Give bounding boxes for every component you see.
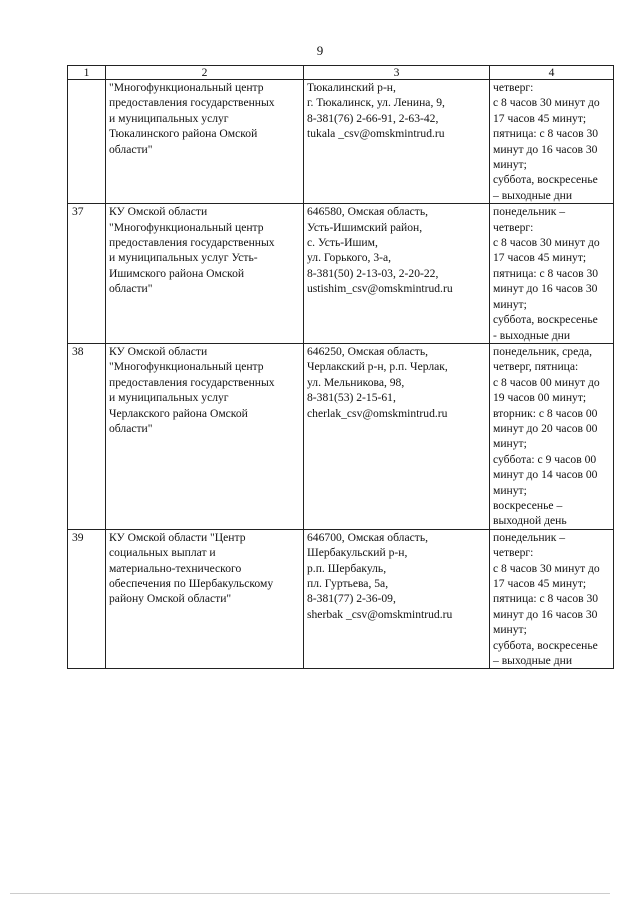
cell-text-line: 8-381(50) 2-13-03, 2-20-22,: [307, 266, 439, 280]
cell-text-line: р.п. Шербакуль,: [307, 561, 387, 575]
cell-text-line: Тюкалинский р-н,: [307, 81, 396, 94]
cell-text-line: с 8 часов 30 минут до: [493, 561, 600, 575]
cell-text-line: с. Усть-Ишим,: [307, 236, 378, 250]
cell-text-line: пятница: с 8 часов 30: [493, 592, 599, 606]
cell-text-line: Шербакульский р-н,: [307, 546, 408, 560]
cell-text-line: "Многофункциональный центр: [109, 81, 264, 94]
cell-text-line: четверг:: [493, 81, 534, 94]
cell-text-line: минут до 16 часов 30: [493, 607, 598, 621]
address-cell: [304, 343, 490, 529]
organization-cell: [106, 529, 304, 669]
cell-text-line: области": [109, 282, 153, 296]
address-cell: [304, 204, 490, 344]
scan-edge-line: [10, 893, 610, 894]
cell-text-line: и муниципальных услуг: [109, 391, 229, 405]
cell-text-line: ул. Горького, 3-а,: [307, 251, 392, 265]
column-header-schedule: 4: [490, 66, 614, 80]
cell-text-line: - выходные дни: [493, 328, 571, 342]
row-number-cell: 37: [68, 204, 106, 344]
cell-text-line: пятница: с 8 часов 30: [493, 266, 599, 280]
column-header-organization: 2: [106, 66, 304, 80]
cell-text-line: с 8 часов 00 минут до: [493, 375, 600, 389]
cell-text-line: КУ Омской области: [109, 344, 208, 358]
cell-text-line: предоставления государственных: [109, 236, 275, 250]
cell-text-line: минут до 16 часов 30: [493, 282, 598, 296]
cell-text-line: области": [109, 421, 153, 435]
cell-text-line: пл. Гуртьева, 5а,: [307, 577, 389, 590]
table-row: [68, 80, 614, 204]
schedule-cell: [490, 343, 614, 529]
cell-text-line: четверг:: [493, 546, 534, 560]
cell-text-line: четверг, пятница:: [493, 360, 579, 374]
cell-text-line: воскресенье –: [493, 498, 563, 512]
address-cell: [304, 80, 490, 204]
cell-text-line: – выходные дни: [493, 188, 573, 202]
cell-text-line: минут до 20 часов 00: [493, 421, 598, 435]
cell-text-line: Тюкалинского района Омской: [109, 127, 258, 141]
cell-text-line: г. Тюкалинск, ул. Ленина, 9,: [307, 96, 445, 110]
cell-text-line: КУ Омской области: [109, 205, 208, 219]
cell-text-line: суббота, воскресенье: [493, 638, 598, 652]
cell-text-line: понедельник –: [493, 205, 566, 219]
address-cell: [304, 529, 490, 669]
cell-text-line: району Омской области": [109, 592, 232, 606]
cell-text-line: tukala _csv@omskmintrud.ru: [307, 127, 445, 141]
cell-text-line: предоставления государственных: [109, 96, 275, 110]
row-number-cell: 39: [68, 529, 106, 669]
table-row: [68, 204, 614, 344]
cell-text-line: 17 часов 45 минут;: [493, 111, 587, 125]
cell-text-line: выходной день: [493, 514, 567, 528]
cell-text-line: материально-технического: [109, 561, 242, 575]
cell-text-line: минут;: [493, 158, 527, 172]
cell-text-line: минут;: [493, 483, 527, 497]
cell-text-line: социальных выплат и: [109, 546, 216, 560]
page-number: 9: [316, 43, 324, 58]
cell-text-line: суббота, воскресенье: [493, 173, 598, 187]
organization-cell: [106, 80, 304, 204]
cell-text-line: "Многофункциональный центр: [109, 220, 264, 234]
cell-text-line: Черлакский р-н, р.п. Черлак,: [307, 360, 448, 374]
table-body: [68, 80, 614, 669]
table-header-row: [68, 66, 614, 80]
organization-cell: [106, 343, 304, 529]
cell-text-line: ustishim_csv@omskmintrud.ru: [307, 282, 453, 296]
cell-text-line: sherbak _csv@omskmintrud.ru: [307, 607, 453, 621]
cell-text-line: минут;: [493, 623, 527, 637]
table-row: [68, 343, 614, 529]
cell-text-line: 8-381(53) 2-15-61,: [307, 391, 396, 405]
cell-text-line: с 8 часов 30 минут до: [493, 96, 600, 110]
organization-cell: [106, 204, 304, 344]
cell-text-line: Черлакского района Омской: [109, 406, 248, 420]
schedule-cell: [490, 529, 614, 669]
table-row: [68, 529, 614, 669]
row-number-cell: [68, 80, 106, 204]
schedule-cell: [490, 204, 614, 344]
registry-table: [67, 65, 614, 669]
cell-text-line: области": [109, 142, 153, 156]
cell-text-line: и муниципальных услуг: [109, 111, 229, 125]
cell-text-line: суббота, воскресенье: [493, 313, 598, 327]
cell-text-line: минут до 16 часов 30: [493, 142, 598, 156]
column-header-address: 3: [304, 66, 490, 80]
cell-text-line: 646250, Омская область,: [307, 344, 429, 358]
cell-text-line: – выходные дни: [493, 654, 573, 668]
cell-text-line: с 8 часов 30 минут до: [493, 236, 600, 250]
cell-text-line: пятница: с 8 часов 30: [493, 127, 599, 141]
cell-text-line: 17 часов 45 минут;: [493, 577, 587, 590]
cell-text-line: 8-381(77) 2-36-09,: [307, 592, 396, 606]
cell-text-line: Ишимского района Омской: [109, 266, 245, 280]
cell-text-line: и муниципальных услуг Усть-: [109, 251, 258, 265]
cell-text-line: КУ Омской области "Центр: [109, 530, 246, 544]
cell-text-line: понедельник –: [493, 530, 566, 544]
column-header-number: 1: [68, 66, 106, 80]
cell-text-line: предоставления государственных: [109, 375, 275, 389]
cell-text-line: четверг:: [493, 220, 534, 234]
cell-text-line: минут до 14 часов 00: [493, 468, 598, 482]
row-number-cell: 38: [68, 343, 106, 529]
schedule-cell: [490, 80, 614, 204]
cell-text-line: суббота: с 9 часов 00: [493, 452, 597, 466]
cell-text-line: минут;: [493, 297, 527, 311]
cell-text-line: "Многофункциональный центр: [109, 360, 264, 374]
cell-text-line: 8-381(76) 2-66-91, 2-63-42,: [307, 111, 439, 125]
cell-text-line: ул. Мельникова, 98,: [307, 375, 405, 389]
cell-text-line: 17 часов 45 минут;: [493, 251, 587, 265]
cell-text-line: cherlak_csv@omskmintrud.ru: [307, 406, 448, 420]
cell-text-line: минут;: [493, 437, 527, 451]
cell-text-line: обеспечения по Шербакульскому: [109, 577, 274, 590]
cell-text-line: 646580, Омская область,: [307, 205, 429, 219]
cell-text-line: 19 часов 00 минут;: [493, 391, 587, 405]
cell-text-line: 646700, Омская область,: [307, 530, 429, 544]
cell-text-line: понедельник, среда,: [493, 344, 593, 358]
cell-text-line: вторник: с 8 часов 00: [493, 406, 598, 420]
cell-text-line: Усть-Ишимский район,: [307, 220, 423, 234]
